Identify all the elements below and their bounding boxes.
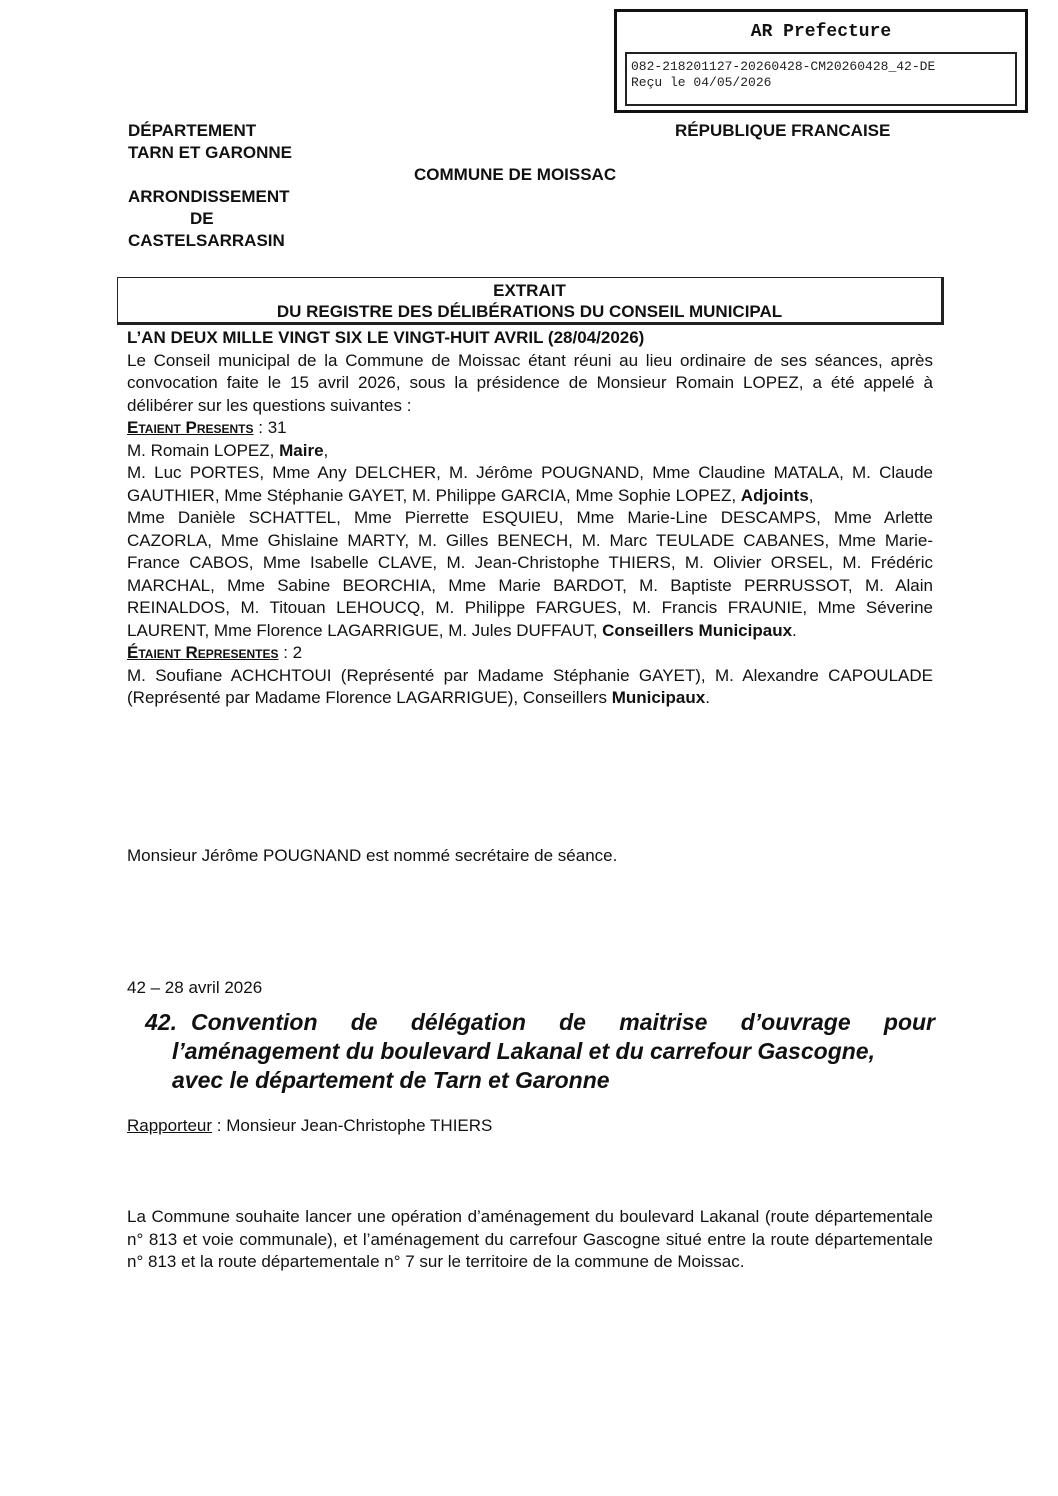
maire-role: Maire <box>279 440 324 460</box>
extrait-title: EXTRAIT <box>493 281 566 300</box>
arrondissement-name: CASTELSARRASIN <box>128 231 285 250</box>
departement-block <box>128 120 292 164</box>
maire-end: , <box>323 440 329 460</box>
adjoints-paragraph <box>127 462 933 507</box>
deliberation-ref: 42 – 28 avril 2026 <box>127 978 263 997</box>
deliberation-title-line-1 <box>145 1008 935 1037</box>
departement-label: DÉPARTEMENT <box>128 121 257 140</box>
arrondissement-label: ARRONDISSEMENT <box>128 187 290 206</box>
representes-sep: : <box>278 643 293 662</box>
representes-label: Étaient Representes <box>127 643 279 662</box>
extrait-box <box>117 277 944 325</box>
stamp-received-date: Reçu le 04/05/2026 <box>631 75 772 90</box>
representes-role: Municipaux <box>611 688 706 707</box>
stamp-details <box>625 52 1017 106</box>
conseillers-role: Conseillers Municipaux <box>602 620 793 640</box>
secretaire-line: Monsieur Jérôme POUGNAND est nommé secrétaire de séance. <box>127 846 618 865</box>
extrait-subtitle: DU REGISTRE DES DÉLIBÉRATIONS DU CONSEIL MUNICIPAL <box>276 302 783 321</box>
arrondissement-de: DE <box>190 209 214 228</box>
representes-end: . <box>705 688 710 707</box>
presents-line <box>127 417 933 440</box>
adjoints-names: M. Luc PORTES, Mme Any DELCHER, M. Jérôme POUGNAND, Mme Claudine MATALA, M. Claude GAUTHIER, Mme Stéphanie GAYET, M. Philippe GARCIA, Mme Sophie LOPEZ, <box>127 463 933 505</box>
session-date-line: L’AN DEUX MILLE VINGT SIX LE VINGT-HUIT AVRIL (28/04/2026) <box>127 328 645 347</box>
representes-count: 2 <box>292 643 303 662</box>
stamp-title: AR Prefecture <box>750 22 892 42</box>
stamp-reference: 082-218201127-20260428-CM20260428_42-DE <box>631 59 936 74</box>
adjoints-role: Adjoints <box>740 485 809 505</box>
rapporteur-name: Monsieur Jean-Christophe THIERS <box>226 1116 493 1135</box>
conseillers-paragraph <box>127 507 933 642</box>
representes-paragraph <box>127 665 933 710</box>
republique-label: RÉPUBLIQUE FRANCAISE <box>675 121 891 140</box>
rapporteur-sep: : <box>212 1116 227 1135</box>
deliberation-title-text-1: Convention de délégation de maitrise d’ouvrage pour <box>191 1009 935 1035</box>
deliberation-title <box>145 1008 935 1095</box>
session-body <box>127 327 933 710</box>
commune-label: COMMUNE DE MOISSAC <box>414 165 617 184</box>
rapporteur-line <box>127 1115 933 1138</box>
ar-prefecture-stamp <box>614 9 1028 113</box>
deliberation-title-line-3: avec le département de Tarn et Garonne <box>172 1067 610 1093</box>
maire-line <box>127 440 933 463</box>
deliberation-paragraph: La Commune souhaite lancer une opération d’aménagement du boulevard Lakanal (route départementale n° 813 et voie communale), et l’aménagement du carrefour Gascogne situé entre la route départementale n° 813 et la route départementale n° 7 sur le territoire de la commune de Moissac. <box>127 1207 933 1271</box>
adjoints-end: , <box>808 485 814 505</box>
deliberation-title-line-2: l’aménagement du boulevard Lakanal et du carrefour Gascogne, <box>172 1038 875 1064</box>
conseillers-names: Mme Danièle SCHATTEL, Mme Pierrette ESQUIEU, Mme Marie-Line DESCAMPS, Mme Arlette CAZORLA, Mme Ghislaine MARTY, M. Gilles BENECH, M. Marc TEULADE CABANES, Mme Marie-France CABOS, Mme Isabelle CLAVE, M. Jean-Christophe THIERS, M. Olivier ORSEL, M. Frédéric MARCHAL, Mme Sabine BEORCHIA, Mme Marie BARDOT, M. Baptiste PERRUSSOT, M. Alain REINALDOS, M. Titouan LEHOUCQ, M. Philippe FARGUES, M. Francis FRAUNIE, Mme Séverine LAURENT, Mme Florence LAGARRIGUE, M. Jules DUFFAUT, <box>127 508 933 640</box>
rapporteur-label: Rapporteur <box>127 1116 213 1135</box>
maire-name: M. Romain LOPEZ, <box>127 440 280 460</box>
representes-line <box>127 642 933 665</box>
departement-name: TARN ET GARONNE <box>128 143 293 162</box>
arrondissement-block <box>128 186 290 252</box>
representes-names: M. Soufiane ACHCHTOUI (Représenté par Madame Stéphanie GAYET), M. Alexandre CAPOULADE (Représenté par Madame Florence LAGARRIGUE), Conseillers <box>127 665 933 707</box>
conseillers-end: . <box>792 620 797 640</box>
presents-count: 31 <box>267 418 287 437</box>
presents-sep: : <box>253 418 268 437</box>
deliberation-number: 42. <box>145 1009 177 1035</box>
presents-label: Etaient Presents <box>127 418 254 437</box>
session-intro: Le Conseil municipal de la Commune de Moissac étant réuni au lieu ordinaire de ses séances, après convocation faite le 15 avril 2026, sous la présidence de Monsieur Romain LOPEZ, a été appelé à délibérer sur les questions suivantes : <box>127 350 933 415</box>
